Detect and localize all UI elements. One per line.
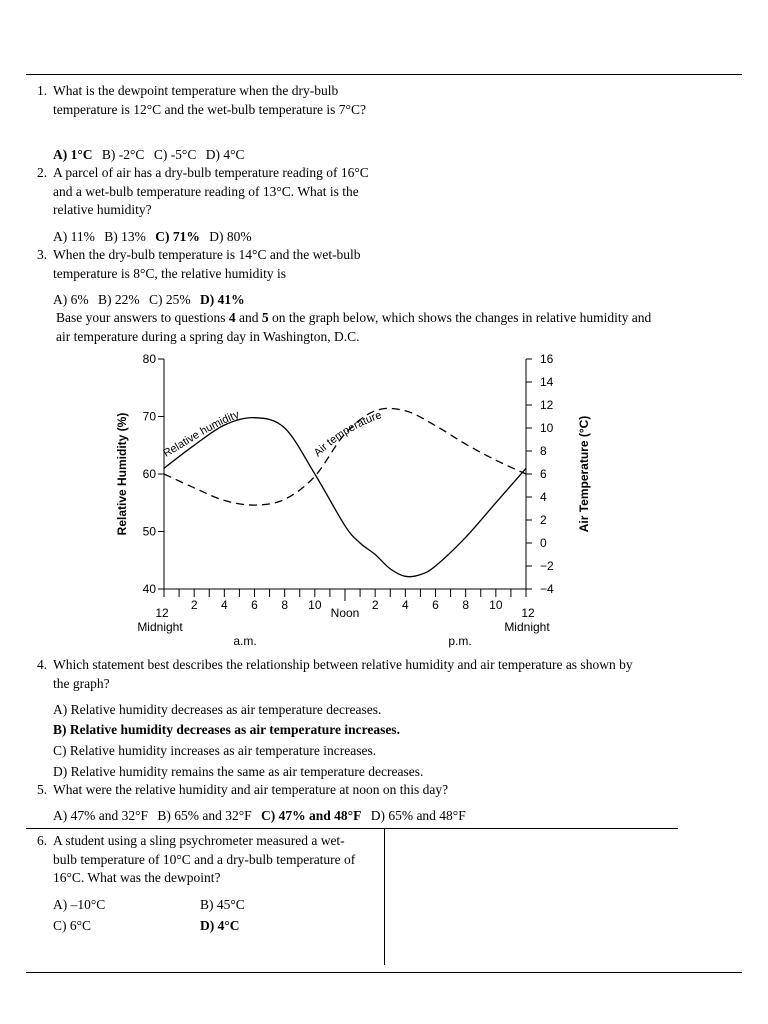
x-axis-tick-label: 12 [521, 606, 535, 620]
q4-choice-a[interactable]: A) Relative humidity decreases as air temperature decreases. [53, 702, 382, 717]
choice-d[interactable]: D) 4°C [205, 147, 245, 162]
x-axis-tick-label: 8 [462, 598, 470, 612]
q5-choices [53, 807, 472, 825]
choice-a[interactable]: A) 6% [53, 292, 89, 307]
q6-choice-b[interactable]: B) 45°C [200, 897, 245, 912]
q6-choice-c[interactable]: C) 6°C [53, 918, 92, 933]
choice-b[interactable]: B) 22% [98, 292, 140, 307]
question-3 [37, 246, 382, 283]
choice-c[interactable]: C) 47% and 48°F [261, 808, 362, 823]
right-axis-tick-label: 0 [540, 536, 547, 550]
q6-choice-a[interactable]: A) –10°C [53, 897, 106, 912]
choice-a[interactable]: A) 47% and 32°F [53, 808, 149, 823]
am-label: a.m. [233, 634, 257, 648]
q4-choice-d[interactable]: D) Relative humidity remains the same as air temperature decreases. [53, 764, 424, 779]
x-left-end-sublabel: Midnight [137, 620, 183, 634]
question-5 [37, 781, 677, 800]
question-number: 5. [37, 782, 48, 797]
x-axis-tick-label: 6 [251, 598, 258, 612]
air-temperature-curve-label: Air temperature [311, 409, 384, 460]
choice-a[interactable]: A) 1°C [53, 147, 93, 162]
top-rule [26, 74, 742, 75]
left-axis-title: Relative Humidity (%) [115, 412, 129, 536]
right-axis-tick-label: 4 [540, 490, 547, 504]
q6-choice-d[interactable]: D) 4°C [200, 918, 240, 933]
right-axis-title: Air Temperature (°C) [577, 415, 591, 533]
question-stem: What is the dewpoint temperature when the dry-bulb temperature is 12°C and the wet-bulb temperature is 7°C? [53, 83, 366, 117]
left-axis-tick-label: 60 [142, 467, 156, 481]
pm-label: p.m. [448, 634, 472, 648]
q1-choices [53, 146, 251, 164]
right-axis-tick-label: 16 [540, 352, 554, 366]
x-axis-tick-label: 12 [155, 606, 169, 620]
x-axis-tick-label: 2 [190, 598, 198, 612]
question-1 [37, 82, 382, 119]
left-axis-tick-label: 40 [142, 582, 156, 596]
left-axis-tick-label: 70 [142, 409, 156, 424]
question-stem: A parcel of air has a dry-bulb temperature reading of 16°C and a wet-bulb temperature reading of 13°C. What is the relative humidity? [53, 165, 369, 217]
question-stem: When the dry-bulb temperature is 14°C and the wet-bulb temperature is 8°C, the relative humidity is [53, 247, 361, 281]
x-axis-tick-label: 6 [432, 598, 439, 612]
question-4 [37, 656, 647, 693]
right-axis-tick-label: 14 [540, 375, 554, 389]
x-axis-tick-label: 2 [371, 598, 379, 612]
bottom-rule [26, 972, 742, 973]
q3-choices [53, 291, 251, 309]
question-stem: Which statement best describes the relationship between relative humidity and air temperature as shown by the graph? [53, 657, 633, 691]
x-axis-tick-label: 10 [308, 598, 322, 612]
x-axis-tick-label: Noon [330, 606, 360, 620]
choice-c[interactable]: C) 71% [155, 229, 200, 244]
question-number: 6. [37, 833, 48, 848]
choice-c[interactable]: C) -5°C [153, 147, 197, 162]
graph-intro: Base your answers to questions 4 and 5 on the graph below, which shows the changes in relative humidity and air temperature during a spring day in Washington, D.C. [56, 310, 652, 344]
question-stem: What were the relative humidity and air temperature at noon on this day? [53, 782, 449, 797]
x-axis-tick-label: 4 [401, 598, 409, 612]
right-axis-tick-label: 8 [540, 444, 547, 458]
q4-reference: 4 [228, 310, 236, 325]
q4-choice-c[interactable]: C) Relative humidity increases as air temperature increases. [53, 743, 377, 758]
q6-top-rule [26, 828, 678, 829]
question-stem: A student using a sling psychrometer measured a wet-bulb temperature of 10°C and a dry-bulb temperature of 16°C. What was the dewpoint? [53, 833, 356, 885]
x-axis-tick-label: 4 [220, 598, 228, 612]
choice-a[interactable]: A) 11% [53, 229, 95, 244]
q4-choice-b[interactable]: B) Relative humidity decreases as air temperature increases. [53, 722, 400, 737]
question-6 [37, 832, 362, 888]
column-divider [384, 828, 385, 965]
right-axis-tick-label: −4 [540, 582, 554, 596]
left-axis-tick-label: 80 [142, 352, 156, 366]
question-number: 2. [37, 165, 48, 180]
q5-reference: 5 [261, 310, 269, 325]
right-axis-tick-label: 12 [540, 398, 554, 412]
question-number: 4. [37, 657, 48, 672]
x-axis-tick-label: 8 [281, 598, 289, 612]
choice-c[interactable]: C) 25% [149, 292, 191, 307]
question-number: 3. [37, 247, 48, 262]
x-axis-tick-label: 10 [489, 598, 503, 612]
choice-b[interactable]: B) -2°C [101, 147, 145, 162]
choice-b[interactable]: B) 65% and 32°F [157, 808, 252, 823]
relative-humidity-line [164, 418, 526, 577]
choice-b[interactable]: B) 13% [104, 229, 146, 244]
x-right-end-sublabel: Midnight [504, 620, 550, 634]
right-axis-tick-label: −2 [540, 559, 554, 573]
right-axis-tick-label: 10 [540, 421, 554, 435]
question-number: 1. [37, 83, 48, 98]
humidity-temperature-graph [108, 347, 608, 649]
choice-d[interactable]: D) 41% [200, 292, 245, 307]
choice-d[interactable]: D) 80% [209, 229, 252, 244]
right-axis-tick-label: 2 [540, 513, 547, 527]
left-axis-tick-label: 50 [142, 524, 156, 539]
relative-humidity-curve-label: Relative humidity [161, 408, 241, 460]
question-2 [37, 164, 382, 220]
q2-choices [53, 228, 258, 246]
right-axis-tick-label: 6 [540, 467, 547, 481]
choice-d[interactable]: D) 65% and 48°F [370, 808, 466, 823]
